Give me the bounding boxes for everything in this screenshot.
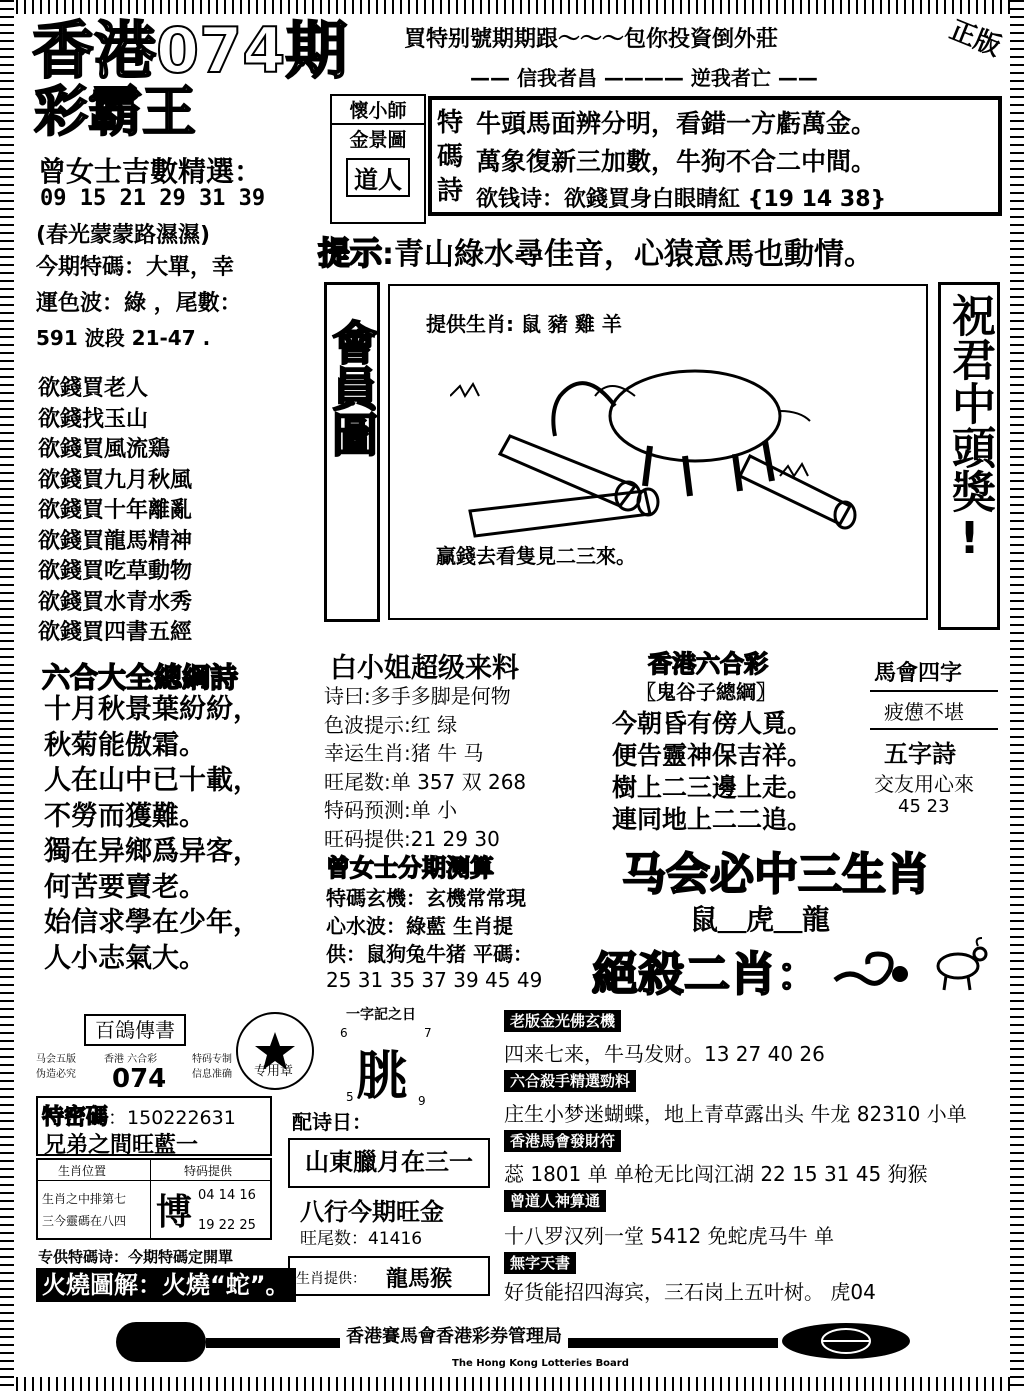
guigu-line: 今朝昏有傍人覓。 [612,709,813,738]
list-item: 欲錢買龍馬精神 [38,528,193,554]
wish-list [38,374,192,649]
special-poem-line1: 牛頭馬面辨分明，看錯一方虧萬金。 [476,109,877,138]
left-banner-text: 會員圖 [325,319,379,457]
six-poem-title: 六合大全總綱詩 [42,661,239,694]
hint-text: :青山綠水尋佳音，心猿意馬也動情。 [382,237,875,272]
logo-seal: 道人 [346,158,410,197]
frame-top [0,0,1024,14]
list-item: 欲錢買風流鶏 [38,437,171,462]
three-zodiac-title: 马会必中三生肖 [622,849,930,900]
lotteries-logo-icon [778,1320,914,1362]
oneword-n5: 5 [346,1090,354,1104]
pigeon-title: 百鴿傳書 [84,1014,186,1046]
pigeon-mid-small: 香港 六合彩 [104,1054,158,1065]
slogan: 買特别號期期跟～～～包你投資倒外莊 [404,27,779,52]
seal-icon [234,1010,316,1092]
poem-line: 人在山中已十載， [44,765,260,796]
picture-zodiac: 提供生肖: 鼠 豬 雞 羊 [426,312,622,336]
wuzi-nums: 45 23 [898,796,950,817]
list-item: 欲錢買四書五經 [38,620,193,645]
zeng-phrase: (春光蒙蒙路濕濕) [36,223,211,248]
genuine-stamp: 正版 [945,15,1005,63]
picture-caption: 贏錢去看隻見二三來。 [436,544,636,568]
bai-line: 旺尾数:单 357 双 268 [324,769,527,794]
zeng-tail: 591 波段 21-47 . [36,326,211,350]
motto: —— 信我者昌 ———— 逆我者亡 —— [470,66,818,90]
snake-icon [830,944,920,990]
list-item: 欲錢找玉山 [38,406,149,432]
seal-text: 专用章 [254,1064,294,1079]
line3-label: 欲钱诗 [476,187,543,212]
guigu-line: 連同地上二二追。 [612,805,813,834]
frame-right [1010,0,1024,1391]
bai-line: 色波提示:红 绿 [324,712,458,737]
zodiac-nums1: 04 14 16 [198,1188,256,1203]
zodiac-r2: 三今靈碼在八四 [42,1214,127,1228]
oneword-char: 朓 [356,1047,409,1107]
bai-lines [324,682,526,853]
oneword-n9: 9 [418,1094,426,1108]
three-zodiac-text: 鼠＿虎＿龍 [690,903,831,936]
poem-line: 人小志氣大。 [44,942,206,974]
member-picture [388,284,928,620]
list-item: 欲錢買九月秋風 [38,467,193,493]
line3-text: ：欲錢買身白眼睛紅 {19 14 38} [542,187,887,212]
mid-line2: 八行今期旺金 [300,1198,444,1226]
wuzi-title: 五字詩 [884,740,956,768]
mid-line1: 山東臘月在三一 [288,1138,490,1188]
right-banner-text: 祝君中頭獎! [944,293,995,564]
page-subtitle: 彩霸王 [34,80,196,143]
right-text-2: 庄生小梦迷蝴蝶，地上青草露出头 牛龙 82310 小单 [504,1102,967,1126]
guigu-line: 樹上二三邊上走。 [612,773,813,802]
left-banner [324,282,380,622]
guigu-subtitle: 〖鬼谷子總綱〗 [636,680,776,704]
zodiac-h2: 特码提供 [184,1164,233,1178]
special-poem-line3 [476,182,886,213]
right-text-5: 好货能招四海宾，三石岗上五叶树。 虎04 [504,1280,876,1304]
footer-cn: 香港賽馬會香港彩券管理局 [340,1322,568,1348]
right-tag-3: 香港馬會發財符 [504,1130,621,1152]
zeng-calc-line2: 心水波：綠藍 生肖提 [326,914,513,938]
logo-top: 懷小師 [332,96,424,125]
bai-line: 诗曰:多手多脚是何物 [324,684,511,708]
bai-line: 旺码提供:21 29 30 [324,826,500,851]
goat-icon [928,936,990,992]
label-char: 碼 [436,142,463,172]
oneword-n7: 7 [424,1026,432,1040]
page-title: 香港074期 [32,14,348,87]
zeng-special: 今期特碼：大單，幸 [36,255,235,280]
zodiac-r1: 生肖之中排第七 [42,1192,127,1206]
wuzi-text: 交友用心來 [874,772,974,796]
zodiac-nums2: 19 22 25 [198,1218,256,1233]
right-tag-2: 六合殺手精選勁料 [504,1070,636,1092]
guigu-lines [612,708,812,836]
special-poem-box [428,96,1002,216]
footer-en1: The HongKong Jockey Club [322,1346,488,1359]
hint-label: 提示 [318,234,383,272]
right-tag-5: 無字天書 [504,1252,576,1274]
bai-line: 特码预测:单 小 [324,798,458,822]
divider [870,728,998,730]
list-item: 欲錢買十年離亂 [38,498,193,523]
zeng-calc-title: 曾女士分期测算 [326,854,494,882]
right-text-3: 蕊 1801 单 单枪无比闯江湖 22 15 31 45 狗猴 [504,1162,928,1186]
six-poem-lines [44,692,260,976]
hint [318,228,874,274]
elephant-logs-icon [450,336,870,556]
sealcode-label: 特密碼 [42,1105,109,1130]
sealcode-box [36,1096,272,1156]
zeng-calc-line4: 25 31 35 37 39 45 49 [326,968,543,992]
mahui4-title: 馬會四字 [874,661,963,686]
mid-zodiac [288,1256,490,1296]
oneword-poem-label: 配诗日： [292,1110,372,1134]
zodiac-h1: 生肖位置 [58,1164,107,1178]
zeng-numbers: 09 15 21 29 31 39 [40,186,266,211]
frame-bottom [0,1377,1024,1391]
poem-line: 十月秋景葉紛紛， [44,694,260,725]
mahui4-text: 疲憊不堪 [884,700,964,724]
poem-line: 何苦要賣老。 [44,871,206,903]
mid-tail: 旺尾数：41416 [300,1229,423,1249]
zodiac-table [36,1158,272,1240]
fire-tag: 火燒圖解：火燒“蛇”。 [36,1268,296,1302]
pigeon-left-small: 马会五版 伪造必究 [36,1054,76,1080]
poem-line: 獨在异鄉爲异客， [44,836,260,867]
list-item: 欲錢買水青水秀 [38,589,193,615]
special-poem-label [434,106,466,208]
divider [870,690,998,692]
zeng-calc-line1: 特碼玄機：玄機常常現 [326,886,526,910]
zeng-title: 曾女士吉數精選： [38,155,263,188]
zodiac-big: 博 [156,1192,193,1233]
frame-left [0,0,14,1391]
special-poem-line2: 萬象復新三加數，牛狗不合二中間。 [476,147,877,176]
motto-right: 逆我者亡 [690,66,771,90]
logo-box [330,94,426,224]
bai-title: 白小姐超级来料 [330,653,519,684]
sealcode-row [42,1100,236,1131]
kill-title: 絕殺二肖： [592,947,822,1001]
poem-line: 秋菊能傲霜。 [44,729,206,761]
jockey-logo-icon [116,1322,206,1362]
footer-en2: The Hong Kong Lotteries Board [452,1358,629,1369]
pigeon-issue: 074 [112,1064,167,1094]
right-tag-4: 曾道人神算通 [504,1190,606,1212]
mid-zodiac-label: 生肖提供： [296,1271,366,1287]
oneword-title: 一字記之日 [346,1007,416,1023]
list-item: 欲錢買吃草動物 [38,559,193,584]
right-text-4: 十八罗汉列一堂 5412 免蛇虎马牛 单 [504,1224,834,1248]
guigu-line: 便告靈神保吉祥。 [612,741,813,770]
mid-zodiac-value: 龍馬猴 [386,1267,453,1292]
label-char: 詩 [436,176,463,206]
oneword-n6: 6 [340,1026,348,1040]
zeng-calc-line3: 供：鼠狗兔牛猪 平碼： [326,942,533,966]
right-tag-1: 老版金光佛玄機 [504,1010,621,1032]
pigeon-right-small: 特码专制 信息准确 [192,1054,232,1080]
guigu-title: 香港六合彩 [648,650,768,678]
logo-bottom: 金景圖 [349,129,407,151]
sealcode-code: ：150222631 [108,1107,236,1129]
poem-line: 不勞而獲難。 [44,800,206,832]
poem-line: 始信求學在少年， [44,907,260,938]
zeng-color: 運色波：綠 ，尾數： [36,291,242,316]
right-text-1: 四来七来，牛马发财。13 27 40 26 [504,1042,825,1066]
list-item: 欲錢買老人 [38,376,149,401]
sealcode-line: 兄弟之間旺藍一 [44,1133,199,1158]
right-banner [938,282,1000,630]
poem-special: 专供特碼诗：今期特碼定開單 [38,1248,234,1266]
bai-line: 幸运生肖:猪 牛 马 [324,741,484,765]
label-char: 特 [436,108,463,138]
motto-left: 信我者昌 [516,66,597,90]
